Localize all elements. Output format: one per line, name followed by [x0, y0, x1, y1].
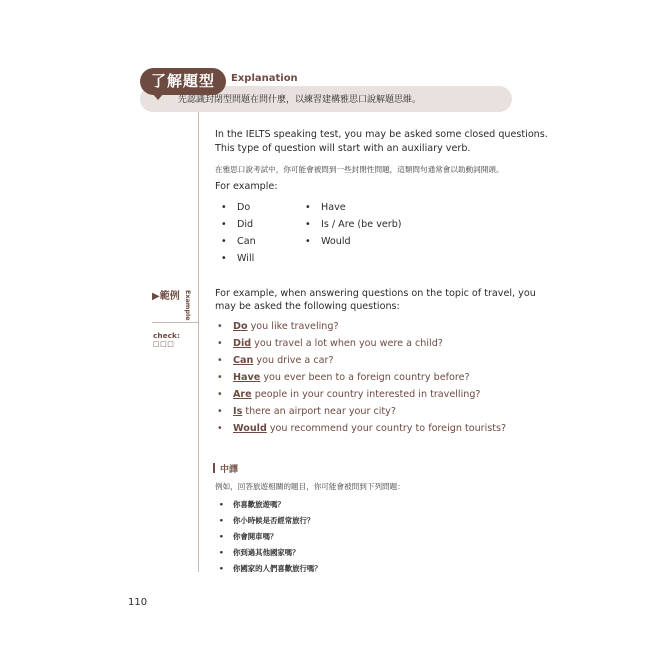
question-item: • Did you travel a lot when you were a child?	[217, 338, 443, 349]
page-number: 110	[128, 597, 148, 608]
translation-item: • 你會開車嗎？	[219, 532, 278, 541]
verb-item: • Have	[305, 202, 346, 213]
verb-item: • Will	[221, 253, 255, 264]
verb-item: • Is / Are (be verb)	[305, 219, 402, 230]
check-divider	[152, 322, 198, 323]
for-example-label: For example:	[215, 181, 278, 192]
translation-item: • 你小時候是否經常旅行？	[219, 516, 315, 525]
translation-item: • 你喜歡旅遊嗎？	[219, 500, 285, 509]
example-label-en: Example	[184, 290, 192, 321]
question-item: • Is there an airport near your city?	[217, 406, 396, 417]
verb-item: • Would	[305, 236, 351, 247]
vertical-divider	[198, 112, 199, 572]
intro-translation: 在雅思口說考試中，你可能會被問到一些封閉性問題，這類問句通常會以助動詞開頭。	[215, 165, 504, 174]
banner-text: 先認識封閉型問題在問什麼，以練習建構雅思口說解題思維。	[178, 95, 422, 105]
example-text-1: For example, when answering questions on the topic of travel, you	[215, 288, 536, 299]
intro-line-2: This type of question will start with an auxiliary verb.	[215, 143, 471, 154]
translation-heading: 中譯	[220, 465, 239, 475]
translation-intro: 例如，回答旅遊相關的題目，你可能會被問到下列問題：	[215, 482, 405, 491]
intro-line-1: In the IELTS speaking test, you may be asked some closed questions.	[215, 129, 548, 140]
translation-heading-bar	[213, 463, 215, 473]
section-tag: 了解題型	[140, 68, 226, 95]
check-boxes[interactable]: □□□	[153, 340, 175, 348]
translation-item: • 你到過其他國家嗎？	[219, 548, 300, 557]
check-label: check:	[153, 331, 180, 340]
section-subtitle: Explanation	[231, 73, 298, 84]
example-label: ▶範例	[152, 291, 180, 302]
question-item: • Would you recommend your country to foreign tourists?	[217, 423, 507, 434]
translation-item: • 你國家的人們喜歡旅行嗎？	[219, 564, 322, 573]
verb-item: • Did	[221, 219, 254, 230]
verb-item: • Do	[221, 202, 251, 213]
question-item: • Can you drive a car?	[217, 355, 334, 366]
question-item: • Have you ever been to a foreign country before?	[217, 372, 470, 383]
question-item: • Are people in your country interested in travelling?	[217, 389, 481, 400]
verb-item: • Can	[221, 236, 256, 247]
example-text-2: may be asked the following questions:	[215, 301, 400, 312]
question-item: • Do you like traveling?	[217, 321, 339, 332]
